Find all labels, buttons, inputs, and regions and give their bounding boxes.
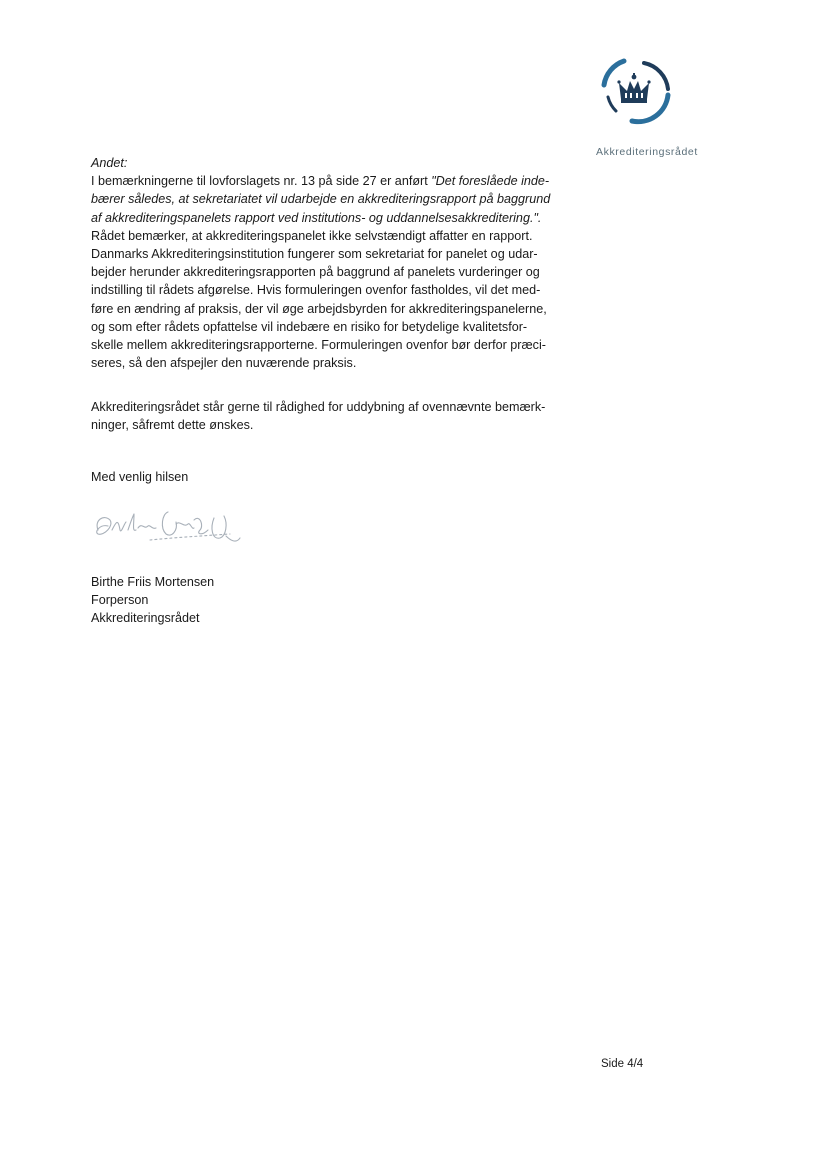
paragraph-line: indstilling til rådets afgørelse. Hvis formuleringen ovenfor fastholdes, vil det med- xyxy=(91,283,541,298)
signoff-block xyxy=(91,573,591,628)
quote-text: "Det foreslåede inde- xyxy=(431,174,550,189)
signer-name: Birthe Friis Mortensen xyxy=(91,575,215,589)
logo-wordmark: Akkrediteringsrådet xyxy=(596,146,698,158)
paragraph-line: og som efter rådets opfattelse vil indebære en risiko for betydelige kvalitetsfor- xyxy=(91,319,528,334)
paragraph-text: I bemærkningerne til lovforslagets nr. 13 på side 27 er anført xyxy=(91,174,432,189)
closing-paragraph xyxy=(91,398,591,434)
paragraph-line: føre en ændring af praksis, der vil øge arbejdsbyrden for akkrediteringspanelerne, xyxy=(91,301,547,316)
signer-organization: Akkrediteringsrådet xyxy=(91,611,200,626)
paragraph-line: seres, så den afspejler den nuværende praksis. xyxy=(91,356,357,371)
paragraph-line: ninger, såfremt dette ønskes. xyxy=(91,418,254,433)
paragraph-line xyxy=(91,172,591,190)
paragraph-line: Danmarks Akkrediteringsinstitution fungerer som sekretariat for panelet og udar- xyxy=(91,247,538,262)
paragraph-line: Akkrediteringsrådet står gerne til rådighed for uddybning af ovennævnte bemærk- xyxy=(91,400,546,414)
quote-line: af akkrediteringspanelets rapport ved institutions- og uddannelsesakkreditering.". xyxy=(91,210,542,225)
signer-title: Forperson xyxy=(91,593,149,608)
greeting xyxy=(91,468,591,486)
andet-section xyxy=(91,154,591,372)
greeting-text: Med venlig hilsen xyxy=(91,470,189,484)
paragraph-line: Rådet bemærker, at akkrediteringspanelet ikke selvstændigt affatter en rapport. xyxy=(91,228,533,243)
crown-emblem-icon xyxy=(594,55,678,125)
paragraph-line: skelle mellem akkrediteringsrapporterne. Formuleringen ovenfor bør derfor præci- xyxy=(91,338,546,353)
page-number: Side 4/4 xyxy=(601,1058,644,1070)
paragraph-line: bejder herunder akkrediteringsrapporten på baggrund af panelets vurderinger og xyxy=(91,265,540,280)
quote-line: bærer således, at sekretariatet vil udarbejde en akkrediteringsrapport på baggrund xyxy=(91,192,551,207)
handwritten-signature xyxy=(90,500,250,552)
section-heading: Andet: xyxy=(91,156,128,170)
